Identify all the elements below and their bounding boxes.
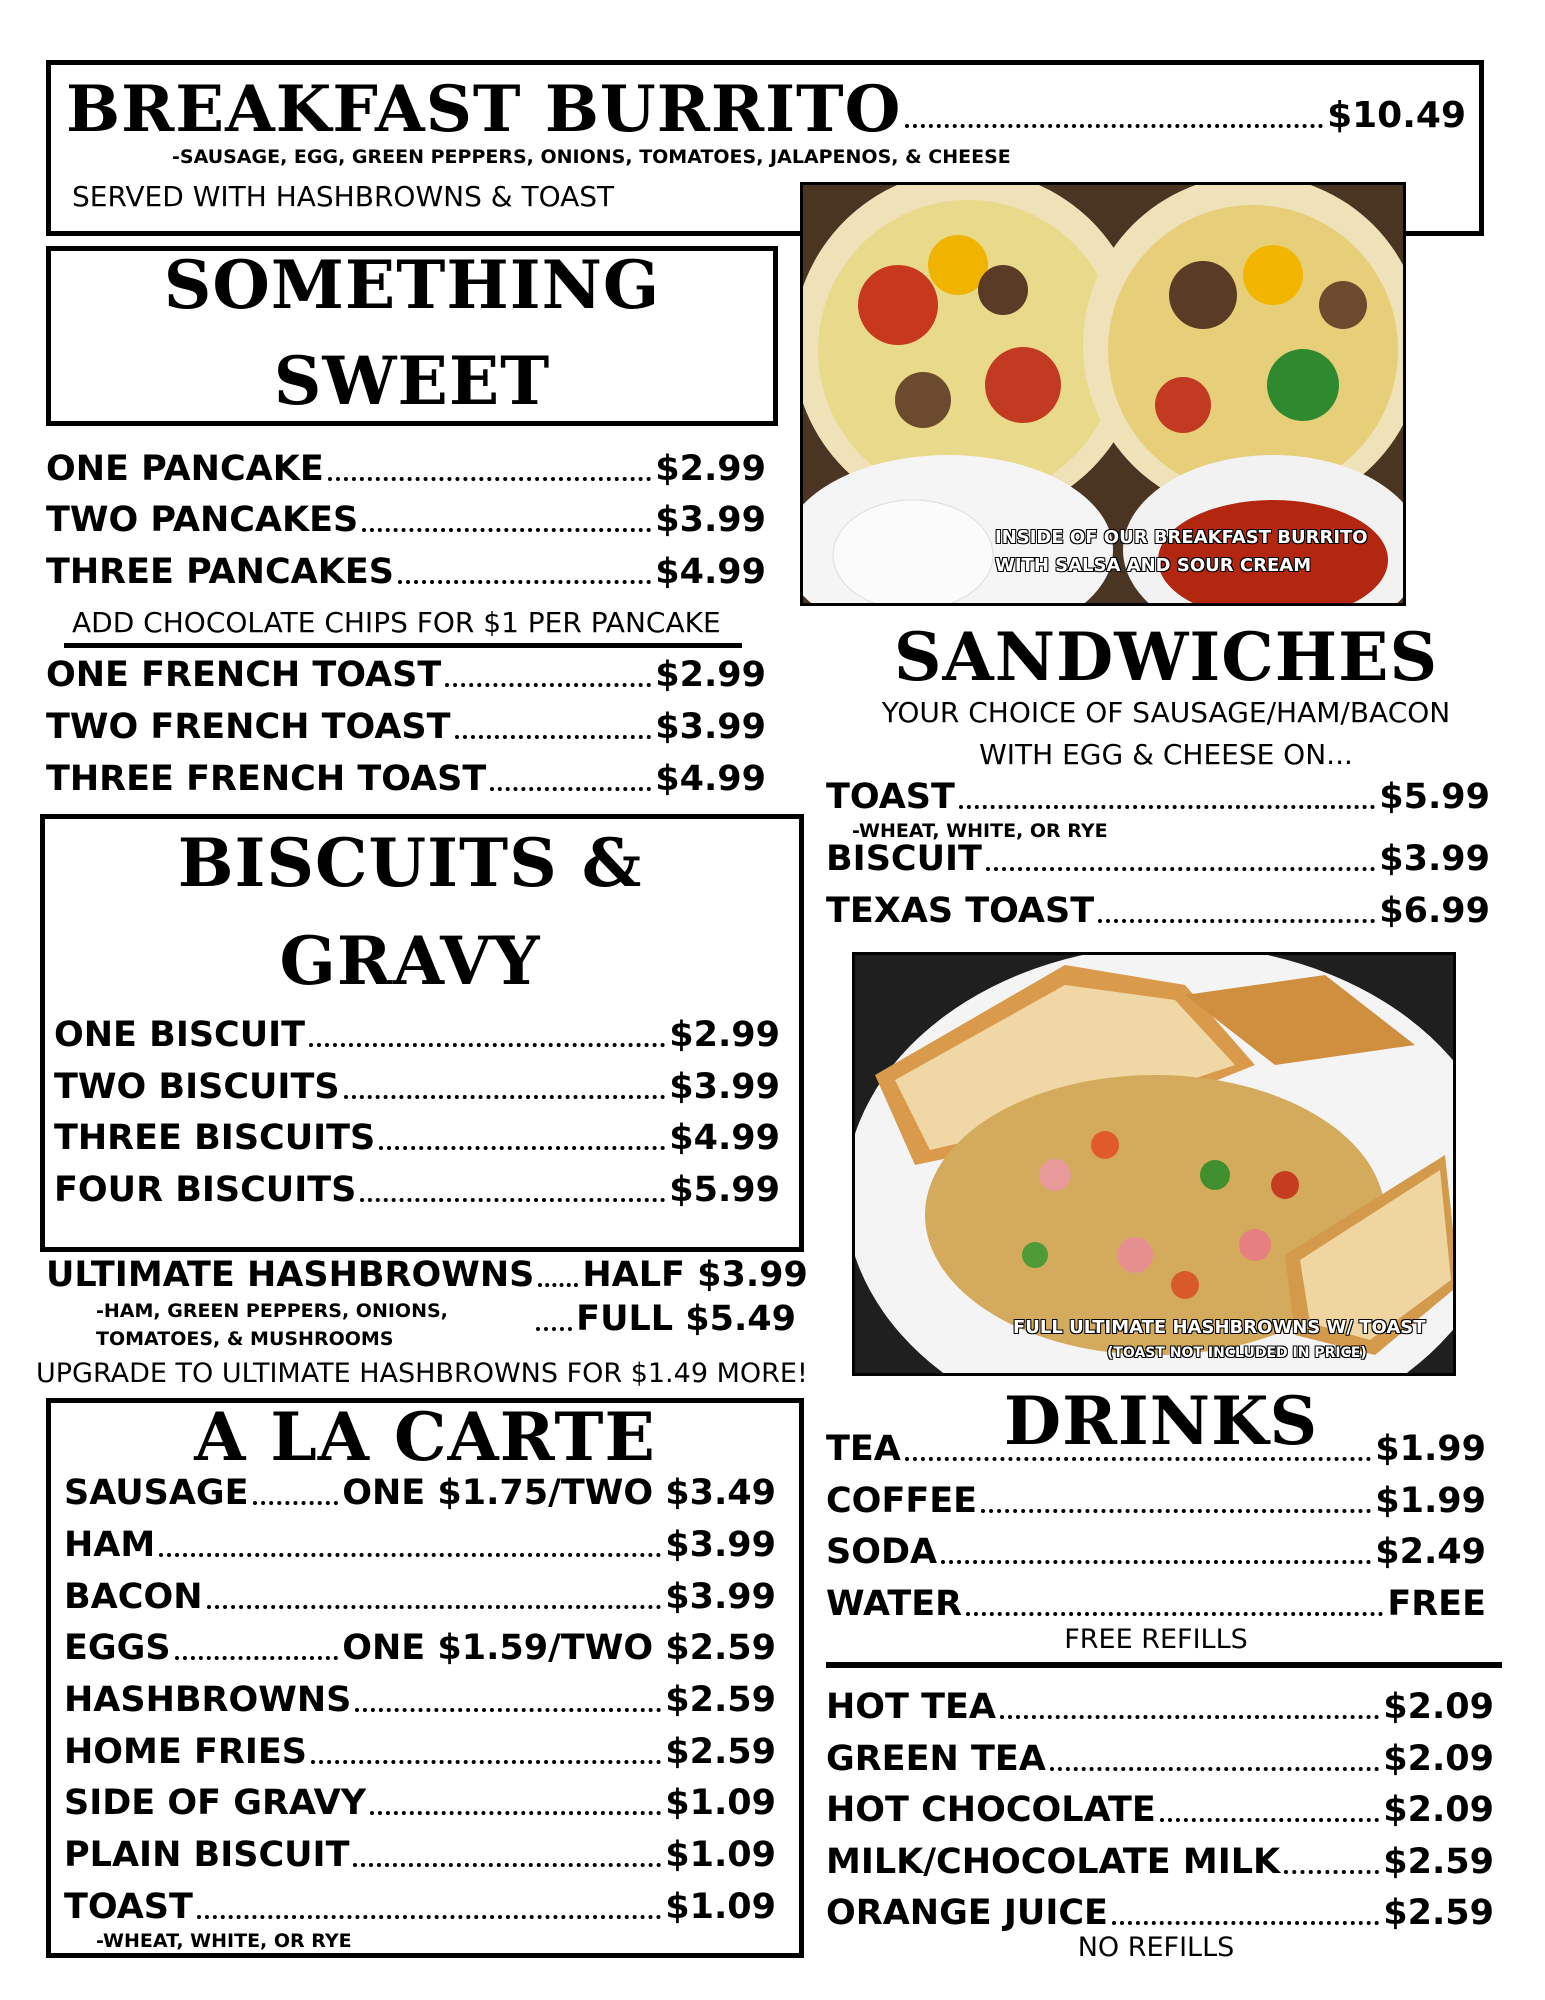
burrito-title: BREAKFAST BURRITO: [66, 72, 902, 147]
menu-item: HOT TEA $2.09: [826, 1687, 1494, 1727]
sandwiches-subtitle-1: YOUR CHOICE OF SAUSAGE/HAM/BACON: [881, 696, 1451, 729]
ultimate-hashbrowns-half: HALF $3.99: [582, 1255, 808, 1295]
hashbrowns-photo: [852, 952, 1456, 1376]
burrito-row: [66, 72, 1466, 147]
biscuits-gravy-title-1: BISCUITS &: [177, 824, 643, 902]
menu-item: THREE BISCUITS $4.99: [54, 1118, 780, 1158]
menu-item: HAM $3.99: [64, 1525, 776, 1565]
leader-dots: [905, 124, 1323, 128]
menu-item: THREE FRENCH TOAST $4.99: [46, 759, 766, 799]
menu-item: EGGS ONE $1.59/TWO $2.59: [64, 1628, 776, 1668]
menu-item: TWO BISCUITS $3.99: [54, 1067, 780, 1107]
menu-item: BISCUIT $3.99: [826, 839, 1490, 879]
menu-item: TWO PANCAKES $3.99: [46, 500, 766, 540]
menu-item: HOT CHOCOLATE $2.09: [826, 1790, 1494, 1830]
menu-item: TEXAS TOAST $6.99: [826, 891, 1490, 931]
hashbrowns-ingredients-2: TOMATOES, & MUSHROOMS: [96, 1328, 394, 1350]
a-la-carte-toast-note: -WHEAT, WHITE, OR RYE: [96, 1930, 352, 1952]
chocolate-chips-note: ADD CHOCOLATE CHIPS FOR $1 PER PANCAKE: [72, 606, 721, 639]
menu-item: FOUR BISCUITS $5.99: [54, 1170, 780, 1210]
hashbrowns-photo-caption-2: (TOAST NOT INCLUDED IN PRICE): [1107, 1345, 1367, 1361]
menu-item: SIDE OF GRAVY $1.09: [64, 1783, 776, 1823]
menu-item: HASHBROWNS $2.59: [64, 1680, 776, 1720]
hashbrowns-upgrade-note: UPGRADE TO ULTIMATE HASHBROWNS FOR $1.49 MORE!: [36, 1358, 808, 1389]
something-sweet-title-1: SOMETHING: [163, 246, 661, 324]
burrito-price: $10.49: [1327, 95, 1466, 136]
no-refills-note: NO REFILLS: [1077, 1932, 1235, 1963]
menu-item: ONE FRENCH TOAST $2.99: [46, 655, 766, 695]
menu-item: BACON $3.99: [64, 1577, 776, 1617]
free-refills-note: FREE REFILLS: [1064, 1624, 1248, 1655]
ultimate-hashbrowns-full: FULL $5.49: [576, 1299, 796, 1339]
burrito-ingredients: -SAUSAGE, EGG, GREEN PEPPERS, ONIONS, TOMATOES, JALAPENOS, & CHEESE: [172, 146, 1011, 168]
menu-item: ORANGE JUICE $2.59: [826, 1893, 1494, 1933]
burrito-served: SERVED WITH HASHBROWNS & TOAST: [72, 180, 615, 213]
menu-item: TWO FRENCH TOAST $3.99: [46, 707, 766, 747]
menu-item: SODA $2.49: [826, 1532, 1486, 1572]
hashbrowns-ingredients-1: -HAM, GREEN PEPPERS, ONIONS,: [96, 1300, 448, 1322]
menu-item: ONE PANCAKE $2.99: [46, 449, 766, 489]
ultimate-hashbrowns-full-row: [532, 1299, 796, 1339]
a-la-carte-title: A LA CARTE: [194, 1398, 656, 1476]
drinks-title: DRINKS: [1003, 1382, 1319, 1460]
menu-item: WATER FREE: [826, 1584, 1486, 1624]
menu-item: THREE PANCAKES $4.99: [46, 552, 766, 592]
hashbrowns-photo-caption-1: FULL ULTIMATE HASHBROWNS W/ TOAST: [1013, 1317, 1426, 1338]
menu-item: ONE BISCUIT $2.99: [54, 1015, 780, 1055]
sandwiches-subtitle-2: WITH EGG & CHEESE ON...: [979, 738, 1353, 771]
menu-item: MILK/CHOCOLATE MILK $2.59: [826, 1842, 1494, 1882]
menu-item: GREEN TEA $2.09: [826, 1739, 1494, 1779]
menu-item: TOAST $5.99: [826, 777, 1490, 817]
hashbrowns-photo-image: [855, 955, 1456, 1376]
sandwiches-title: SANDWICHES: [893, 618, 1439, 696]
menu-item: COFFEE $1.99: [826, 1481, 1486, 1521]
burrito-photo-caption-2: WITH SALSA AND SOUR CREAM: [995, 555, 1312, 576]
menu-item: TOAST $1.09: [64, 1887, 776, 1927]
ultimate-hashbrowns-name: ULTIMATE HASHBROWNS: [46, 1255, 535, 1295]
burrito-photo: [800, 182, 1406, 606]
menu-item: PLAIN BISCUIT $1.09: [64, 1835, 776, 1875]
ultimate-hashbrowns-row: [46, 1255, 808, 1295]
burrito-photo-caption-1: INSIDE OF OUR BREAKFAST BURRITO: [995, 527, 1368, 548]
divider: [826, 1662, 1502, 1668]
biscuits-gravy-title-2: GRAVY: [279, 922, 541, 1000]
menu-item: HOME FRIES $2.59: [64, 1732, 776, 1772]
menu-item: SAUSAGE ONE $1.75/TWO $3.49: [64, 1473, 776, 1513]
menu-item: TEA $1.99: [826, 1429, 1486, 1469]
something-sweet-title-2: SWEET: [273, 342, 551, 420]
sandwich-toast-note: -WHEAT, WHITE, OR RYE: [852, 820, 1108, 842]
divider: [64, 643, 742, 648]
